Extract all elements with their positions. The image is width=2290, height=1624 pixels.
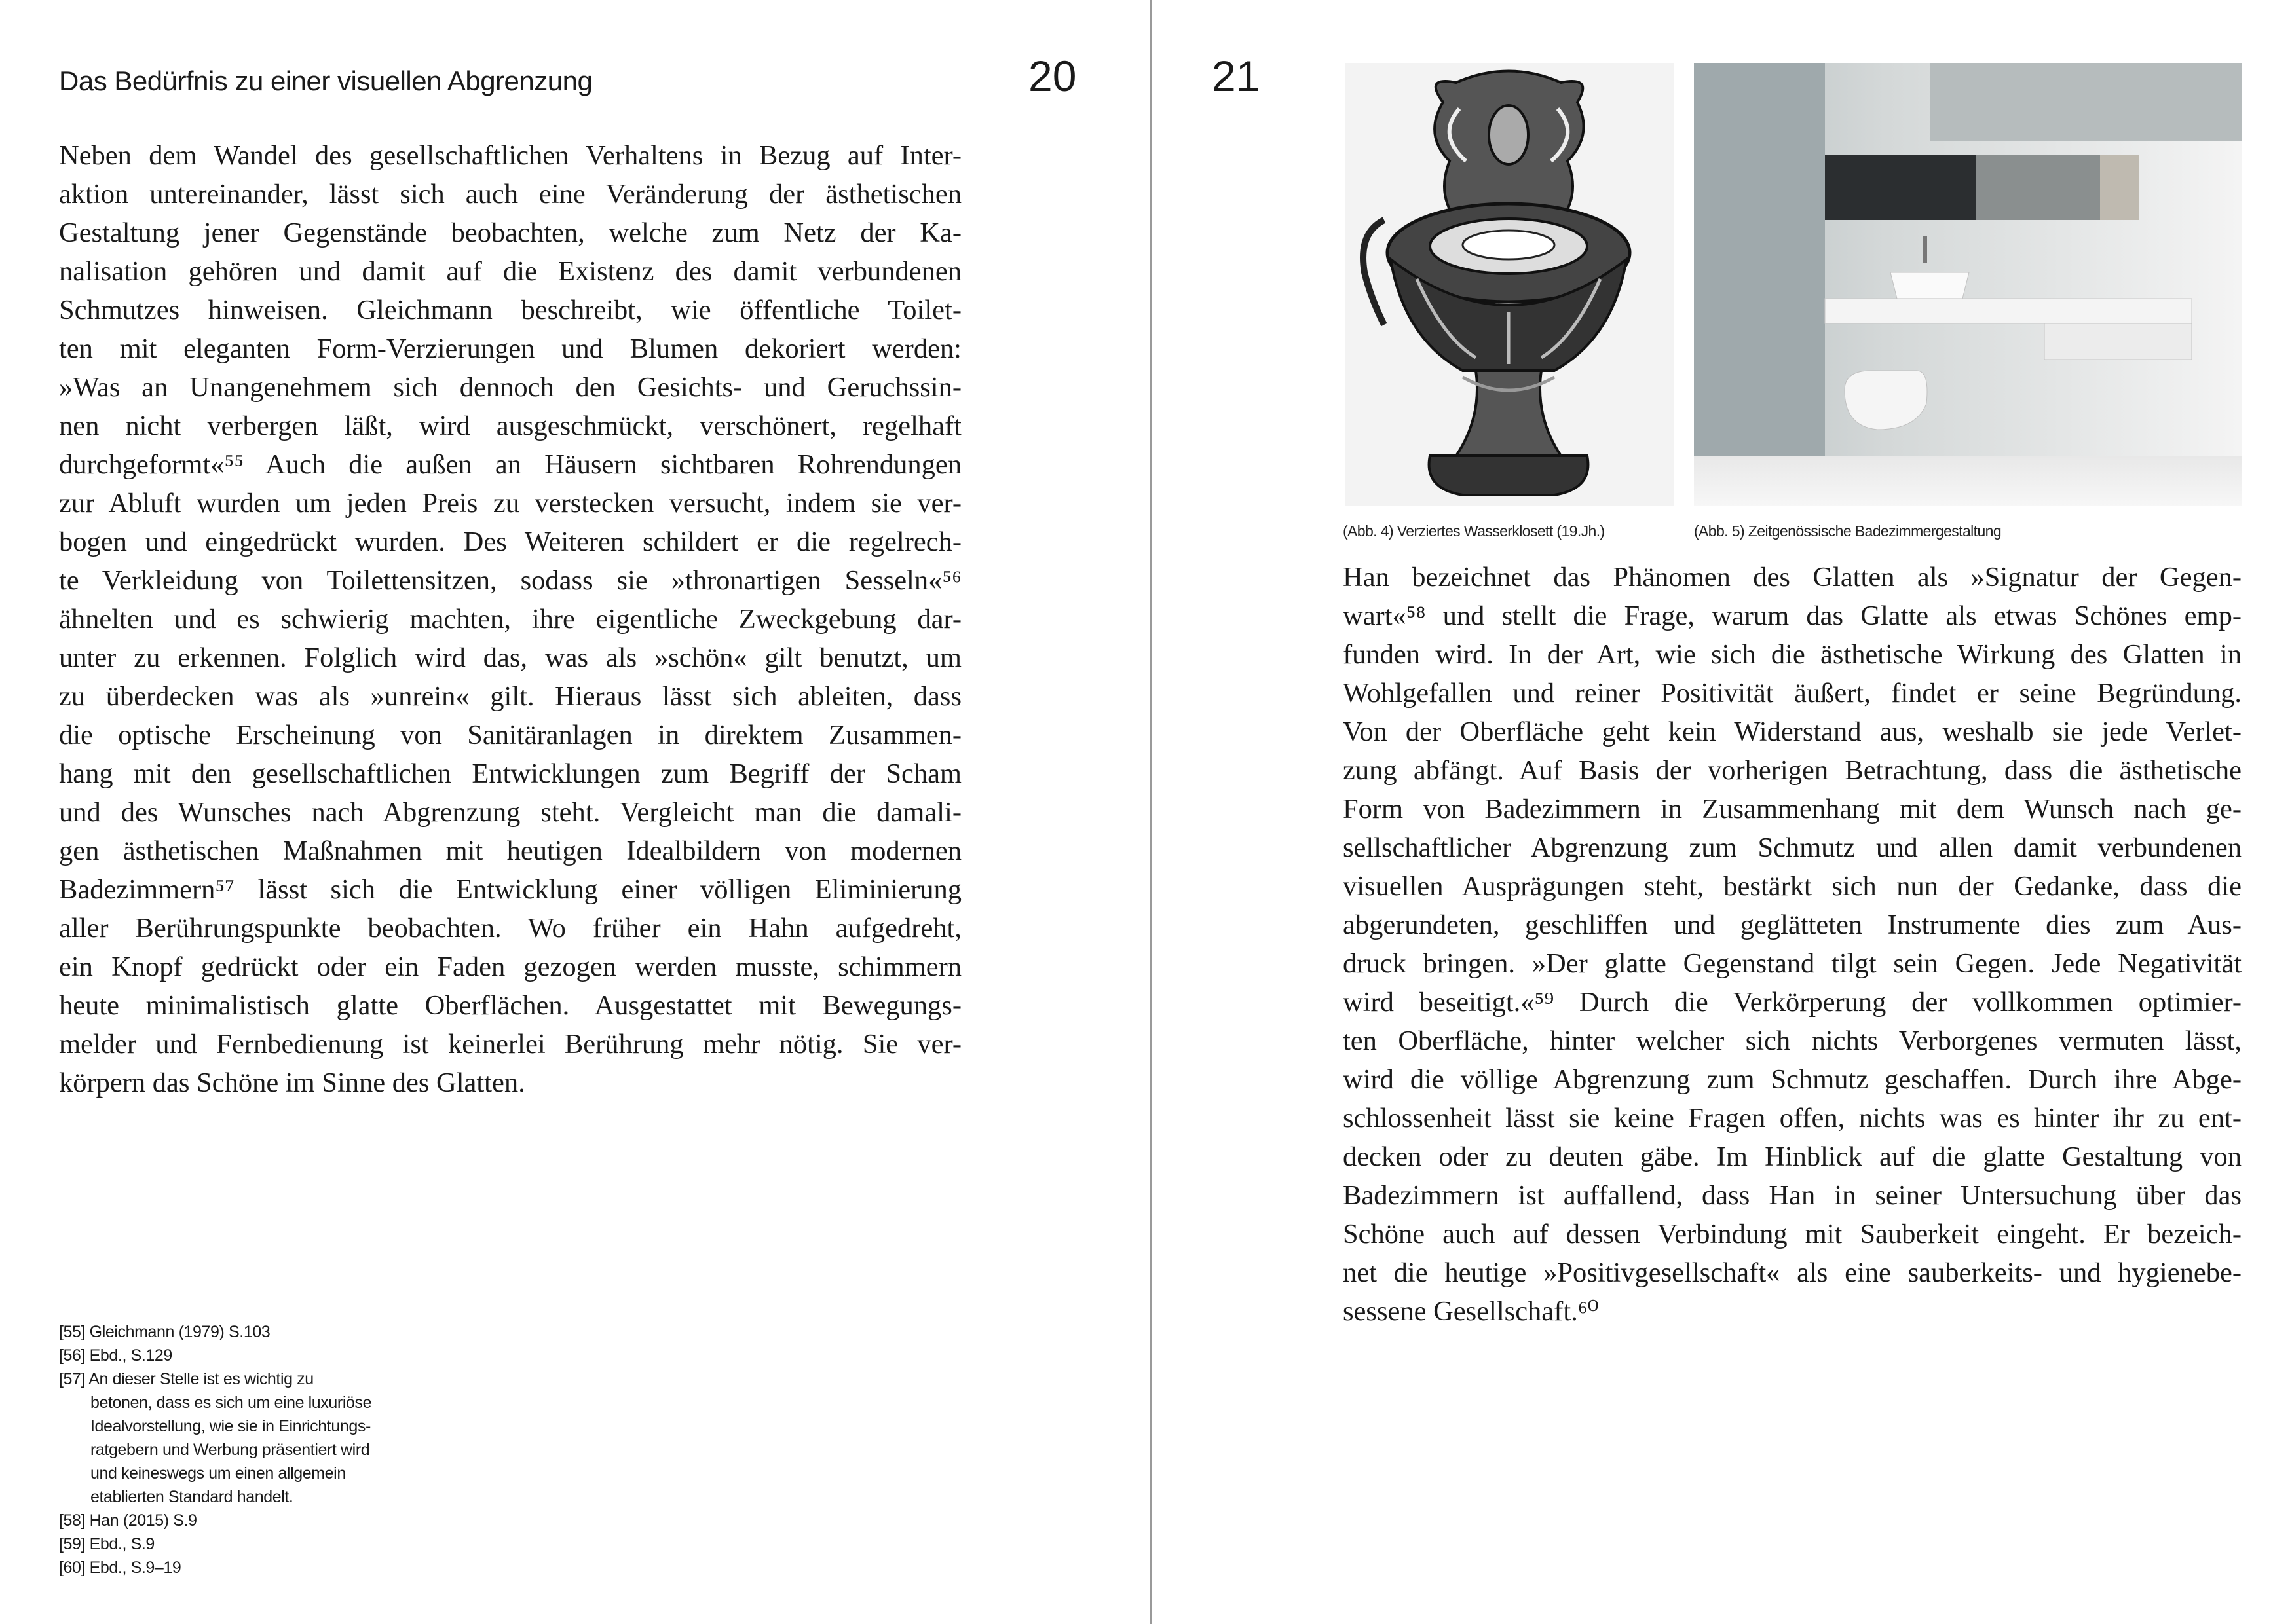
left-body-text [59, 136, 962, 1102]
text-line: die optische Erscheinung von Sanitäranlagen in direktem Zusammen- [59, 720, 962, 750]
text-line: körpern das Schöne im Sinne des Glatten. [59, 1067, 525, 1098]
right-body-text [1343, 558, 2242, 1331]
page-number-left: 20 [1028, 52, 1077, 100]
figure-modern-bathroom-photo [1694, 63, 2242, 506]
text-line: sessene Gesellschaft.⁶⁰ [1343, 1296, 1599, 1327]
footnote-continuation: Idealvorstellung, wie sie in Einrichtungs- [90, 1417, 371, 1435]
text-line: funden wird. In der Art, wie sich die ästhetische Wirkung des Glatten in [1343, 639, 2242, 670]
figure-ornate-toilet-engraving [1345, 63, 1674, 506]
text-line: heute minimalistisch glatte Oberflächen. Ausgestattet mit Bewegungs- [59, 990, 962, 1021]
text-line: Schmutzes hinweisen. Gleichmann beschreibt, wie öffentliche Toilet- [59, 295, 962, 325]
footnote-text: [56] Ebd., S.129 [59, 1346, 172, 1365]
text-line: zung abfängt. Auf Basis der vorherigen Betrachtung, dass die ästhetische [1343, 755, 2242, 786]
text-line: Badezimmern ist auffallend, dass Han in seiner Untersuchung über das [1343, 1180, 2242, 1211]
footnote [59, 1556, 371, 1579]
text-line: druck bringen. »Der glatte Gegenstand tilgt sein Gegen. Jede Negativität [1343, 948, 2242, 979]
text-line: ein Knopf gedrückt oder ein Faden gezogen werden musste, schimmern [59, 951, 962, 982]
modern-bathroom-illustration [1694, 63, 2242, 506]
text-line: abgerundeten, geschliffen und geglätteten Instrumente dies zum Aus- [1343, 910, 2242, 940]
text-line: wird beseitigt.«⁵⁹ Durch die Verkörperung der vollkommen optimier- [1343, 987, 2242, 1018]
footnote-text: [55] Gleichmann (1979) S.103 [59, 1323, 271, 1341]
text-line: wart«⁵⁸ und stellt die Frage, warum das Glatte als etwas Schönes emp- [1343, 600, 2242, 631]
text-line: nen nicht verbergen läßt, wird ausgeschmückt, verschönert, regelhaft [59, 411, 962, 441]
footnote-continuation: und keineswegs um einen allgemein [90, 1464, 346, 1483]
text-line: Von der Oberfläche geht kein Widerstand aus, weshalb sie jede Verlet- [1343, 716, 2242, 747]
page-gutter-divider [1150, 0, 1152, 1624]
footnote-text: [59] Ebd., S.9 [59, 1535, 155, 1553]
text-line: net die heutige »Positivgesellschaft« als eine sauberkeits- und hygienebe- [1343, 1257, 2242, 1288]
footnote-text: [57] An dieser Stelle ist es wichtig zu [59, 1370, 314, 1388]
text-line: gen ästhetischen Maßnahmen mit heutigen Idealbildern von modernen [59, 836, 962, 866]
text-line: visuellen Ausprägungen steht, bestärkt sich nun der Gedanke, dass die [1343, 871, 2242, 902]
footnote-continuation: ratgebern und Werbung präsentiert wird [90, 1441, 370, 1459]
text-line: Neben dem Wandel des gesellschaftlichen Verhaltens in Bezug auf Inter- [59, 140, 962, 171]
text-line: ten Oberfläche, hinter welcher sich nichts Verborgenes vermuten lässt, [1343, 1025, 2242, 1056]
footnote [59, 1344, 371, 1367]
footnote-continuation: etablierten Standard handelt. [90, 1488, 293, 1506]
text-line: nalisation gehören und damit auf die Existenz des damit verbundenen [59, 256, 962, 287]
text-line: »Was an Unangenehmem sich dennoch den Gesichts- und Geruchssin- [59, 372, 962, 403]
text-line: melder und Fernbedienung ist keinerlei Berührung mehr nötig. Sie ver- [59, 1029, 962, 1060]
text-line: unter zu erkennen. Folglich wird das, was als »schön« gilt benutzt, um [59, 642, 962, 673]
footnote-text: [60] Ebd., S.9–19 [59, 1559, 181, 1577]
text-line: Form von Badezimmern in Zusammenhang mit dem Wunsch nach ge- [1343, 794, 2242, 824]
text-line: schlossenheit lässt sie keine Fragen offen, nichts was es hinter ihr zu ent- [1343, 1103, 2242, 1134]
figure-4-caption: (Abb. 4) Verziertes Wasserklosett (19.Jh.) [1343, 523, 1605, 540]
footnote-continuation: betonen, dass es sich um eine luxuriöse [90, 1393, 372, 1412]
text-line: zur Abluft wurden um jeden Preis zu verstecken versucht, indem sie ver- [59, 488, 962, 519]
text-line: ähnelten und es schwierig machten, ihre eigentliche Zweckgebung dar- [59, 604, 962, 635]
figure-5-caption: (Abb. 5) Zeitgenössische Badezimmergestaltung [1694, 523, 2002, 540]
text-line: bogen und eingedrückt wurden. Des Weiteren schildert er die regelrech- [59, 526, 962, 557]
footnote [59, 1367, 371, 1509]
text-line: ten mit eleganten Form-Verzierungen und Blumen dekoriert werden: [59, 333, 962, 364]
text-line: Wohlgefallen und reiner Positivität äußert, findet er seine Begründung. [1343, 678, 2242, 709]
footnote [59, 1532, 371, 1556]
text-line: Badezimmern⁵⁷ lässt sich die Entwicklung einer völligen Eliminierung [59, 874, 962, 905]
text-line: durchgeformt«⁵⁵ Auch die außen an Häusern sichtbaren Rohrendungen [59, 449, 962, 480]
footnote [59, 1509, 371, 1532]
footnotes [59, 1320, 371, 1579]
chapter-heading: Das Bedürfnis zu einer visuellen Abgrenzung [59, 65, 593, 96]
text-line: wird die völlige Abgrenzung zum Schmutz geschaffen. Durch ihre Abge- [1343, 1064, 2242, 1095]
footnote-text: [58] Han (2015) S.9 [59, 1511, 197, 1530]
text-line: sellschaftlicher Abgrenzung zum Schmutz und allen damit verbundenen [1343, 832, 2242, 863]
ornate-toilet-illustration [1345, 63, 1674, 506]
text-line: decken oder zu deuten gäbe. Im Hinblick auf die glatte Gestaltung von [1343, 1141, 2242, 1172]
page-number-right: 21 [1212, 52, 1260, 100]
text-line: aller Berührungspunkte beobachten. Wo früher ein Hahn aufgedreht, [59, 913, 962, 944]
text-line: Han bezeichnet das Phänomen des Glatten als »Signatur der Gegen- [1343, 562, 2242, 593]
text-line: aktion untereinander, lässt sich auch eine Veränderung der ästhetischen [59, 179, 962, 210]
footnote [59, 1320, 371, 1344]
text-line: Gestaltung jener Gegenstände beobachten, welche zum Netz der Ka- [59, 217, 962, 248]
text-line: und des Wunsches nach Abgrenzung steht. Vergleicht man die damali- [59, 797, 962, 828]
text-line: zu überdecken was als »unrein« gilt. Hieraus lässt sich ableiten, dass [59, 681, 962, 712]
text-line: Schöne auch auf dessen Verbindung mit Sauberkeit eingeht. Er bezeich- [1343, 1219, 2242, 1249]
text-line: te Verkleidung von Toilettensitzen, sodass sie »thronartigen Sesseln«⁵⁶ [59, 565, 962, 596]
text-line: hang mit den gesellschaftlichen Entwicklungen zum Begriff der Scham [59, 758, 962, 789]
